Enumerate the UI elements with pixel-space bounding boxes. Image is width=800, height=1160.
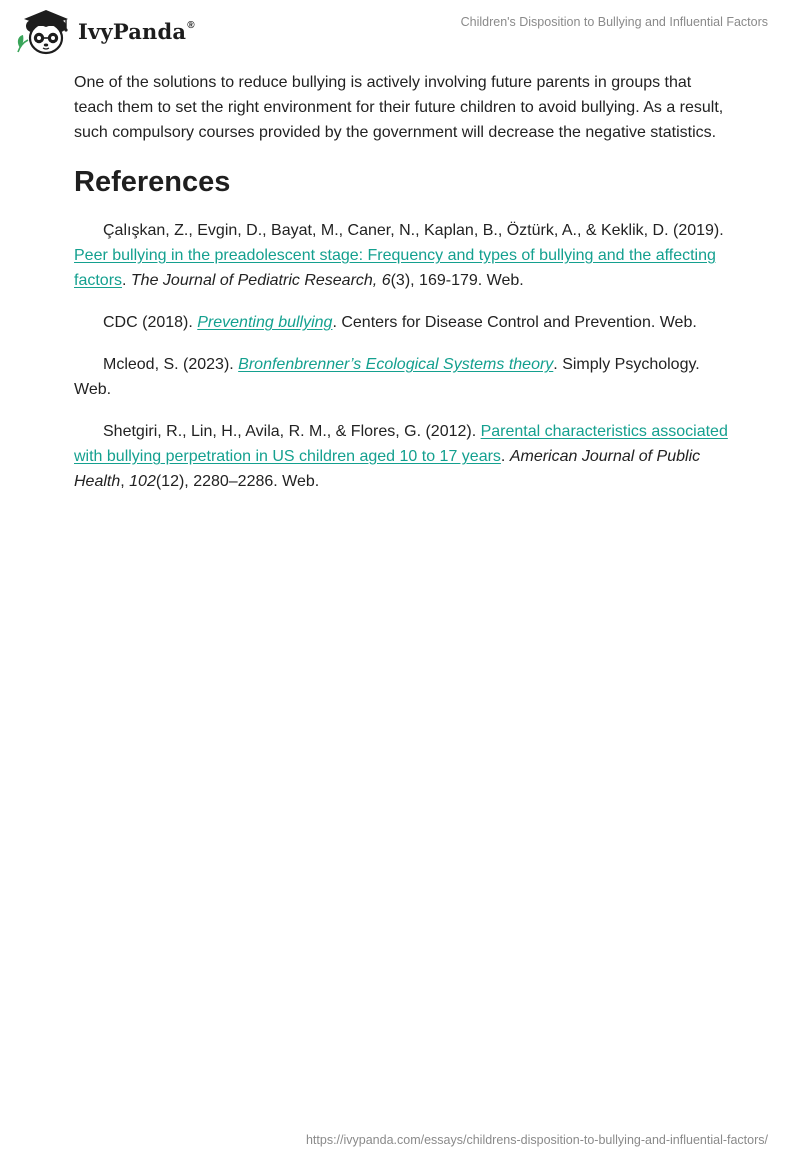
reference-details: (3), 169-179. Web. [390,272,524,289]
reference-details: . Centers for Disease Control and Prevention. Web. [332,314,697,331]
reference-link[interactable]: Bronfenbrenner’s Ecological Systems theory [238,356,554,373]
registered-mark: ® [187,19,195,31]
reference-separator: . [122,272,131,289]
reference-authors: CDC (2018). [103,314,198,331]
reference-journal: The Journal of Pediatric Research, 6 [130,272,391,289]
reference-item [74,310,730,335]
reference-volume: 102 [129,473,156,490]
logo-wordmark [78,19,195,44]
footer-url: https://ivypanda.com/essays/childrens-disposition-to-bullying-and-influential-factors/ [305,1133,768,1147]
reference-details: . Simply Psychology. Web. [74,356,700,398]
body-paragraph: One of the solutions to reduce bullying is actively involving future parents in groups that teach them to set the right environment for their future children to avoid bullying. As a result, such compulsory courses provided by the government will decrease the negative statistics. [74,74,724,141]
ivypanda-logo[interactable] [14,8,195,56]
reference-item [74,419,730,494]
references-heading: References [74,166,231,198]
reference-journal: American Journal of Public Health [74,448,701,490]
reference-authors: Mcleod, S. (2023). [103,356,239,373]
reference-separator: , [120,473,130,490]
reference-link[interactable]: Parental characteristics associated with bullying perpetration in US children aged 10 to 17 years [74,423,728,465]
reference-authors: Shetgiri, R., Lin, H., Avila, R. M., & Flores, G. (2012). [103,423,481,440]
logo-text: IvyPanda [78,18,187,44]
page-content [74,70,730,511]
reference-link[interactable]: Peer bullying in the preadolescent stage: Frequency and types of bullying and the affecting factors [74,247,716,289]
panda-graduate-icon [14,8,76,56]
reference-item [74,218,730,293]
reference-authors: Çalışkan, Z., Evgin, D., Bayat, M., Caner, N., Kaplan, B., Öztürk, A., & Keklik, D. (2019). [103,222,724,239]
reference-item [74,352,730,402]
reference-separator: . [500,448,510,465]
reference-details: (12), 2280–2286. Web. [155,473,320,490]
reference-link[interactable]: Preventing bullying [197,314,333,331]
document-title: Children's Disposition to Bullying and Influential Factors [460,15,768,29]
page-header [0,0,800,60]
